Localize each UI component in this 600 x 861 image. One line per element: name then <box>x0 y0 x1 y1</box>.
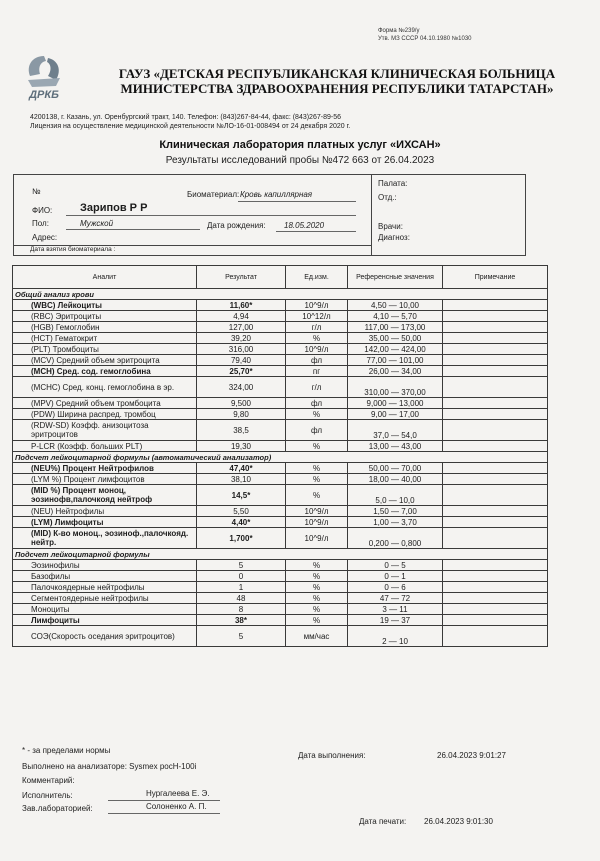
result-value: 14,5* <box>197 485 286 506</box>
reference-range: 117,00 — 173,00 <box>348 322 443 333</box>
table-row <box>13 506 548 517</box>
unit-value: 10^9/л <box>286 517 348 528</box>
result-value: 38,5 <box>197 420 286 441</box>
analyte-name: (LYM) Лимфоциты <box>13 517 197 528</box>
unit-value: фл <box>286 398 348 409</box>
lab-head-name: Солоненко А. П. <box>146 802 207 811</box>
analyte-name: (MID) К-во моноц., эозиноф.,палочкояд. нейтр. <box>13 528 197 549</box>
analyte-name: (MCHC) Сред. конц. гемоглобина в эр. <box>13 377 197 398</box>
reference-range: 19 — 37 <box>348 615 443 626</box>
sampling-date-label: Дата взятия биоматериала : <box>30 246 116 253</box>
analyte-name: (MCV) Средний объем эритроцита <box>13 355 197 366</box>
result-value: 8 <box>197 604 286 615</box>
org-line-2: МИНИСТЕРСТВА ЗДРАВООХРАНЕНИЯ РЕСПУБЛИКИ ТАТАРСТАН» <box>120 81 554 96</box>
analyte-name: (NEU) Нейтрофилы <box>13 506 197 517</box>
note-cell <box>443 604 548 615</box>
reference-range: 310,00 — 370,00 <box>348 377 443 398</box>
performer-label: Исполнитель: <box>22 791 73 800</box>
analyte-name: (WBC) Лейкоциты <box>13 300 197 311</box>
hospital-logo <box>14 52 74 102</box>
header-note: Примечание <box>443 266 548 289</box>
note-cell <box>443 582 548 593</box>
analyte-name: СОЭ(Скорость оседания эритроцитов) <box>13 626 197 647</box>
header-reference: Референсные значения <box>348 266 443 289</box>
reference-range: 0,200 — 0,800 <box>348 528 443 549</box>
result-value: 5 <box>197 560 286 571</box>
section-title: Подсчет лейкоцитарной формулы <box>13 549 548 560</box>
unit-value: 10^12/л <box>286 311 348 322</box>
reference-range: 4,10 — 5,70 <box>348 311 443 322</box>
unit-value: пг <box>286 366 348 377</box>
result-value: 19,30 <box>197 441 286 452</box>
note-cell <box>443 528 548 549</box>
fio-label: ФИО: <box>32 206 53 215</box>
unit-value: г/л <box>286 322 348 333</box>
table-row <box>13 604 548 615</box>
result-value: 9,500 <box>197 398 286 409</box>
unit-value: 10^9/л <box>286 528 348 549</box>
note-cell <box>443 420 548 441</box>
section-header <box>13 289 548 300</box>
reference-range: 1,00 — 3,70 <box>348 517 443 528</box>
result-value: 5,50 <box>197 506 286 517</box>
unit-value: фл <box>286 355 348 366</box>
unit-value: г/л <box>286 377 348 398</box>
reference-range: 142,00 — 424,00 <box>348 344 443 355</box>
ward-label: Палата: <box>378 179 408 188</box>
note-cell <box>443 441 548 452</box>
note-cell <box>443 409 548 420</box>
result-value: 0 <box>197 571 286 582</box>
reference-range: 13,00 — 43,00 <box>348 441 443 452</box>
table-row <box>13 377 548 398</box>
result-value: 11,60* <box>197 300 286 311</box>
table-row <box>13 322 548 333</box>
table-row <box>13 355 548 366</box>
table-row <box>13 582 548 593</box>
table-row <box>13 593 548 604</box>
unit-value: % <box>286 593 348 604</box>
section-title: Общий анализ крови <box>13 289 548 300</box>
result-value: 47,40* <box>197 463 286 474</box>
diagnosis-label: Диагноз: <box>378 233 410 242</box>
result-value: 324,00 <box>197 377 286 398</box>
reference-range: 2 — 10 <box>348 626 443 647</box>
reference-range: 18,00 — 40,00 <box>348 474 443 485</box>
analyte-name: (PDW) Ширина распред. тромбоц <box>13 409 197 420</box>
result-value: 25,70* <box>197 366 286 377</box>
note-cell <box>443 366 548 377</box>
table-row <box>13 485 548 506</box>
print-date-label: Дата печати: <box>359 817 407 826</box>
patient-name: Зарипов Р Р <box>80 202 148 214</box>
unit-value: % <box>286 560 348 571</box>
reference-range: 35,00 — 50,00 <box>348 333 443 344</box>
address-label: Адрес: <box>32 233 58 242</box>
note-cell <box>443 571 548 582</box>
unit-value: % <box>286 474 348 485</box>
form-note <box>378 28 472 43</box>
unit-value: 10^9/л <box>286 300 348 311</box>
analyte-name: (MCH) Сред. сод. гемоглобина <box>13 366 197 377</box>
note-cell <box>443 311 548 322</box>
number-label: № <box>32 187 41 196</box>
address-line: 4200138, г. Казань, ул. Оренбургский тракт, 140. Телефон: (843)267-84-44, факс: (843)267-89-56 <box>30 114 341 121</box>
result-value: 9,80 <box>197 409 286 420</box>
biomaterial-label: Биоматериал: <box>187 190 240 199</box>
result-value: 79,40 <box>197 355 286 366</box>
unit-value: % <box>286 485 348 506</box>
note-cell <box>443 463 548 474</box>
analyzer-info: Выполнено на анализаторе: Sysmex pocH-100i <box>22 762 197 771</box>
result-value: 4,40* <box>197 517 286 528</box>
dob-value: 18.05.2020 <box>284 221 325 230</box>
license-line: Лицензия на осуществление медицинской деятельности №ЛО-16-01-008494 от 24 декабря 2020 г. <box>30 123 351 130</box>
table-row <box>13 626 548 647</box>
table-row <box>13 517 548 528</box>
result-value: 38* <box>197 615 286 626</box>
dob-label: Дата рождения: <box>207 221 266 230</box>
reference-range: 50,00 — 70,00 <box>348 463 443 474</box>
section-header <box>13 549 548 560</box>
unit-value: % <box>286 615 348 626</box>
table-row <box>13 615 548 626</box>
table-row <box>13 463 548 474</box>
analyte-name: (RBC) Эритроциты <box>13 311 197 322</box>
table-row <box>13 344 548 355</box>
analyte-name: (MID %) Процент моноц, эозинофв,палочкояд нейтроф <box>13 485 197 506</box>
note-cell <box>443 560 548 571</box>
form-approval: Утв. МЗ СССР 04.10.1980 №1030 <box>378 35 472 42</box>
reference-range: 3 — 11 <box>348 604 443 615</box>
table-row <box>13 398 548 409</box>
table-row <box>13 560 548 571</box>
note-cell <box>443 474 548 485</box>
section-title: Подсчет лейкоцитарной формулы (автоматический анализатор) <box>13 452 548 463</box>
analyte-name: P-LCR (Коэфф. больших PLT) <box>13 441 197 452</box>
unit-value: 10^9/л <box>286 344 348 355</box>
reference-range: 0 — 6 <box>348 582 443 593</box>
unit-value: мм/час <box>286 626 348 647</box>
reference-range: 4,50 — 10,00 <box>348 300 443 311</box>
unit-value: фл <box>286 420 348 441</box>
note-cell <box>443 626 548 647</box>
table-row <box>13 300 548 311</box>
analyte-name: Эозинофилы <box>13 560 197 571</box>
table-row <box>13 366 548 377</box>
result-value: 5 <box>197 626 286 647</box>
org-line-1: ГАУЗ «ДЕТСКАЯ РЕСПУБЛИКАНСКАЯ КЛИНИЧЕСКАЯ БОЛЬНИЦА <box>118 66 556 81</box>
note-cell <box>443 377 548 398</box>
sex-label: Пол: <box>32 219 49 228</box>
table-row <box>13 441 548 452</box>
completion-date-value: 26.04.2023 9:01:27 <box>437 751 506 760</box>
note-cell <box>443 333 548 344</box>
lab-head-label: Зав.лабораторией: <box>22 804 93 813</box>
patient-info-box <box>13 174 526 256</box>
note-cell <box>443 506 548 517</box>
analyte-name: Палочкоядерные нейтрофилы <box>13 582 197 593</box>
unit-value: % <box>286 571 348 582</box>
note-cell <box>443 300 548 311</box>
note-cell <box>443 398 548 409</box>
doctor-label: Врачи: <box>378 222 403 231</box>
biomaterial-value: Кровь капиллярная <box>240 190 313 199</box>
unit-value: % <box>286 463 348 474</box>
note-cell <box>443 485 548 506</box>
print-date-value: 26.04.2023 9:01:30 <box>424 817 493 826</box>
note-cell <box>443 322 548 333</box>
result-value: 39,20 <box>197 333 286 344</box>
analyte-name: (RDW-SD) Коэфф. анизоцитоза эритроцитов <box>13 420 197 441</box>
analyte-name: Базофилы <box>13 571 197 582</box>
analyte-name: (HCT) Гематокрит <box>13 333 197 344</box>
reference-range: 77,00 — 101,00 <box>348 355 443 366</box>
completion-date-label: Дата выполнения: <box>298 751 366 760</box>
analyte-name: Сегментоядерные нейтрофилы <box>13 593 197 604</box>
performer-name: Нургалеева Е. Э. <box>146 789 210 798</box>
reference-range: 1,50 — 7,00 <box>348 506 443 517</box>
table-row <box>13 333 548 344</box>
table-row <box>13 528 548 549</box>
result-value: 1,700* <box>197 528 286 549</box>
reference-range: 9,00 — 17,00 <box>348 409 443 420</box>
sample-subtitle: Результаты исследований пробы №472 663 от 26.04.2023 <box>165 155 435 166</box>
note-cell <box>443 344 548 355</box>
analyte-name: (LYM %) Процент лимфоцитов <box>13 474 197 485</box>
table-header-row <box>13 266 548 289</box>
logo-emblem-icon <box>14 52 74 102</box>
note-cell <box>443 517 548 528</box>
results-body <box>13 289 548 647</box>
analyte-name: Моноциты <box>13 604 197 615</box>
result-value: 38,10 <box>197 474 286 485</box>
result-value: 48 <box>197 593 286 604</box>
reference-range: 37,0 — 54,0 <box>348 420 443 441</box>
out-of-range-legend: * - за пределами нормы <box>22 746 111 755</box>
comments-label: Комментарий: <box>22 776 75 785</box>
reference-range: 9,000 — 13,000 <box>348 398 443 409</box>
table-row <box>13 409 548 420</box>
form-number: Форма №239/у <box>378 28 420 34</box>
lab-title: Клиническая лаборатория платных услуг «ИХСАН» <box>159 139 441 151</box>
note-cell <box>443 615 548 626</box>
result-value: 316,00 <box>197 344 286 355</box>
reference-range: 26,00 — 34,00 <box>348 366 443 377</box>
unit-value: % <box>286 333 348 344</box>
note-cell <box>443 355 548 366</box>
result-value: 127,00 <box>197 322 286 333</box>
unit-value: % <box>286 409 348 420</box>
reference-range: 0 — 1 <box>348 571 443 582</box>
unit-value: 10^9/л <box>286 506 348 517</box>
table-row <box>13 311 548 322</box>
sex-value: Мужской <box>80 219 114 228</box>
table-row <box>13 474 548 485</box>
reference-range: 47 — 72 <box>348 593 443 604</box>
note-cell <box>443 593 548 604</box>
unit-value: % <box>286 604 348 615</box>
organization-address <box>30 113 590 131</box>
analyte-name: (HGB) Гемоглобин <box>13 322 197 333</box>
table-row <box>13 420 548 441</box>
analyte-name: Лимфоциты <box>13 615 197 626</box>
result-value: 4,94 <box>197 311 286 322</box>
analyte-name: (PLT) Тромбоциты <box>13 344 197 355</box>
unit-value: % <box>286 582 348 593</box>
header-result: Результат <box>197 266 286 289</box>
logo-text: ДРКБ <box>29 89 59 101</box>
reference-range: 5,0 — 10,0 <box>348 485 443 506</box>
results-table <box>12 265 548 647</box>
table-row <box>13 571 548 582</box>
organization-name <box>90 66 584 96</box>
analyte-name: (MPV) Средний объем тромбоцита <box>13 398 197 409</box>
reference-range: 0 — 5 <box>348 560 443 571</box>
header-unit: Ед.изм. <box>286 266 348 289</box>
result-value: 1 <box>197 582 286 593</box>
analyte-name: (NEU%) Процент Нейтрофилов <box>13 463 197 474</box>
department-label: Отд.: <box>378 193 397 202</box>
section-header <box>13 452 548 463</box>
header-analyte: Аналит <box>13 266 197 289</box>
unit-value: % <box>286 441 348 452</box>
